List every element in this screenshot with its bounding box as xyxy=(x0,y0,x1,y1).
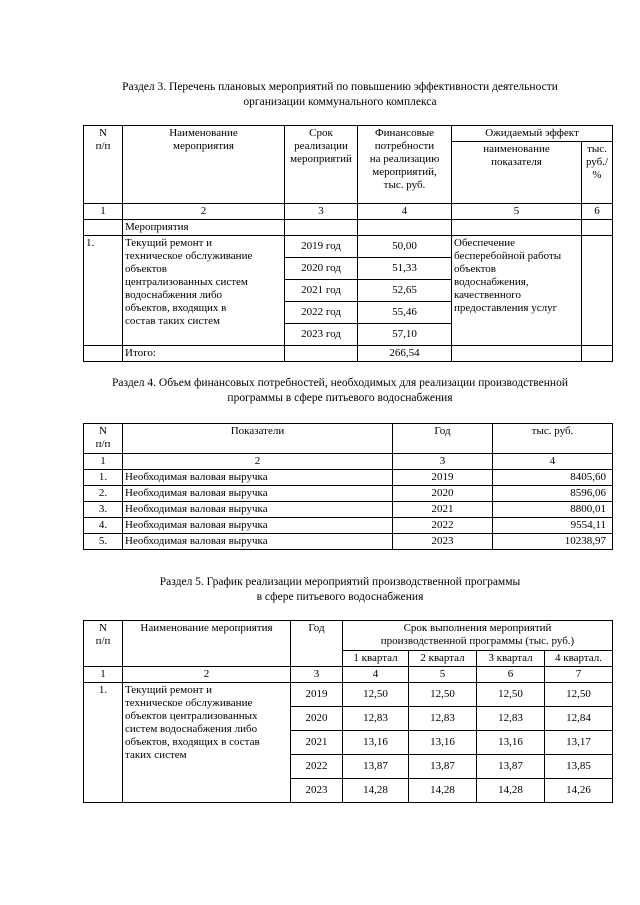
s3-total-value: 266,54 xyxy=(358,346,452,362)
table-row: 4. Необходимая валовая выручка 2022 9554,11 xyxy=(84,518,613,534)
section3-heading: Раздел 3. Перечень плановых мероприятий по повышению эффективности деятельности организации коммунального комплекса xyxy=(122,81,558,108)
s3-year: 2023 год xyxy=(285,324,358,346)
table-row: 1. Необходимая валовая выручка 2019 8405,60 xyxy=(84,470,613,486)
s3-header-finance: Финансовые потребности на реализацию мероприятий, тыс. руб. xyxy=(358,126,452,204)
s3-amount: 51,33 xyxy=(358,258,452,280)
s3-header-effect-name: наименование показателя xyxy=(452,142,582,204)
s3-total-row xyxy=(84,346,613,362)
table-row: 2020 12,83 12,83 12,83 12,84 xyxy=(84,707,613,731)
s3-col-numbers: 1 2 3 4 5 6 xyxy=(84,204,613,220)
s5-header-name: Наименование мероприятия xyxy=(123,621,291,667)
s3-year: 2020 год xyxy=(285,258,358,280)
s5-item-name: Текущий ремонт и техническое обслуживание объектов централизованных систем водоснабжения либо объектов, входящих в состав таких систем xyxy=(123,683,291,803)
s4-header-year: Год xyxy=(393,424,493,454)
s3-group-row xyxy=(84,220,613,236)
s3-item-effect: Обеспечение бесперебойной работы объектов водоснабжения, качественного предоставления услуг xyxy=(452,236,582,346)
s3-header-effect-unit: тыс. руб./ % xyxy=(582,142,613,204)
table-row: 5. Необходимая валовая выручка 2023 10238,97 xyxy=(84,534,613,550)
table-row xyxy=(84,236,613,258)
s3-header-effect: Ожидаемый эффект xyxy=(452,126,613,142)
s3-header-num: N п/п xyxy=(84,126,123,204)
s4-col-numbers: 1 2 3 4 xyxy=(84,454,613,470)
s3-year: 2021 год xyxy=(285,280,358,302)
s3-group-label: Мероприятия xyxy=(123,220,285,236)
s3-total-label: Итого: xyxy=(123,346,285,362)
table-row: 2. Необходимая валовая выручка 2020 8596,06 xyxy=(84,486,613,502)
s3-item-num: 1. xyxy=(84,236,123,346)
s5-header-term: Срок выполнения мероприятий производственной программы (тыс. руб.) xyxy=(343,621,613,651)
section4-heading: Раздел 4. Объем финансовых потребностей, необходимых для реализации производственной программы в сфере питьевого водоснабжения xyxy=(112,377,568,404)
s5-header-year: Год xyxy=(291,621,343,667)
s3-item-name: Текущий ремонт и техническое обслуживание объектов централизованных систем водоснабжения либо объектов, входящих в состав таких систем xyxy=(123,236,285,346)
s5-col-numbers: 1 2 3 4 5 6 7 xyxy=(84,667,613,683)
s3-amount: 57,10 xyxy=(358,324,452,346)
s5-header-num: N п/п xyxy=(84,621,123,667)
section5-table xyxy=(83,620,613,803)
table-row: 2022 13,87 13,87 13,87 13,85 xyxy=(84,755,613,779)
s3-year: 2019 год xyxy=(285,236,358,258)
s3-header-name: Наименование мероприятия xyxy=(123,126,285,204)
s3-amount: 52,65 xyxy=(358,280,452,302)
s5-item-num: 1. xyxy=(84,683,123,803)
s4-header-amount: тыс. руб. xyxy=(493,424,613,454)
table-row: 1. Текущий ремонт и техническое обслуживание объектов централизованных систем водоснабжения либо объектов, входящих в состав таких систем 2019 12,50 12,50 12,50 12,50 xyxy=(84,683,613,707)
section5-heading: Раздел 5. График реализации мероприятий производственной программы в сфере питьевого водоснабжения xyxy=(159,576,521,603)
s3-year: 2022 год xyxy=(285,302,358,324)
table-row: 2021 13,16 13,16 13,16 13,17 xyxy=(84,731,613,755)
s3-amount: 50,00 xyxy=(358,236,452,258)
s4-header-num: N п/п xyxy=(84,424,123,454)
table-row: 2023 14,28 14,28 14,28 14,26 xyxy=(84,779,613,803)
s4-header-indicator: Показатели xyxy=(123,424,393,454)
s3-amount: 55,46 xyxy=(358,302,452,324)
section3-table xyxy=(83,125,613,362)
s5-quarter-headers: 1 квартал 2 квартал 3 квартал 4 квартал. xyxy=(84,651,613,667)
s3-header-term: Срок реализации мероприятий xyxy=(285,126,358,204)
table-row: 3. Необходимая валовая выручка 2021 8800,01 xyxy=(84,502,613,518)
section4-table xyxy=(83,423,613,550)
